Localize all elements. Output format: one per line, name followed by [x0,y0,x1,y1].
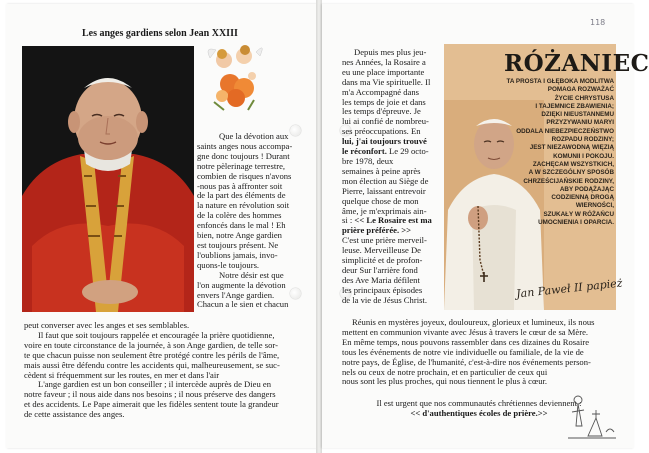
text-line: te que chacun puisse non seulement être protégé contre les périls de l'âme, [24,349,280,360]
text-line: eu une place importante [342,66,425,77]
marian-statue-sketch [566,392,618,440]
text-line: saints anges nous accompa- [197,140,293,151]
text-line: bre 1978, deux [342,155,394,166]
closing-line: Il est urgent que nos communautés chrétiennes deviennent : [376,398,582,408]
prayer-line: CHRZEŚCIJAŃSKIE RODZINY, [523,177,614,185]
text-line: les principaux épisodes [342,284,423,295]
prayer-line: WIERNOŚCI, [575,202,614,210]
text-line: Chacun a le sien et chacun [197,299,289,310]
prayer-line: ABY PODĄŻAJĄC [559,185,614,193]
text-line: notre pays, de Église, de l'humanité, c'est-à-dire nos événements person- [342,356,591,367]
text-line-bold: prière préférée. >> [342,225,412,236]
text-line: dans ma Vie spirituelle. Il [342,76,431,87]
bold-phrase: le réconfort. [342,146,387,157]
pope-john-xxiii-portrait [22,46,194,312]
angels-illustration [204,40,266,114]
text-line: quons-le toujours. [197,259,260,270]
text-line: C'est une prière merveil- [342,235,427,246]
text-line: En même temps, nous pouvons rassembler dans ces dizaines du Rosaire [342,336,590,347]
prayer-line: ŻYCIE CHRYSTUSA [554,94,614,102]
text-line: peut converser avec les anges et ses semblables. [24,320,190,330]
left-full-text [24,321,304,420]
text-line: les temps de joie et dans [342,96,426,107]
prayer-line: UMOCNIENIA I OPARCIA. [538,219,614,227]
text-line: nous sont les plus proches, qui nous tiennent le plus à cœur. [342,376,548,387]
prayer-line: CODZIENNĄ DROGĄ [551,194,614,202]
text-line: est toujours présent. Ne [197,239,279,250]
poster-heading: RÓŻANIEC [504,50,649,77]
text-line: lui ai confié de nombreu- [342,116,429,127]
text-span: si : [342,215,355,226]
text-line: quelque chose de mon [342,195,419,206]
text-line-bold: lui, j'ai toujours trouvé [342,136,427,147]
prayer-line: TA PROSTA I GŁĘBOKA MODLITWA [506,78,614,85]
prayer-line: KOMUNII I POKOJU. [553,152,614,160]
poster-signature: Jan Paweł II papież [515,276,624,301]
left-column-text [197,132,305,310]
text-line: gne donc toujours ! Durant [197,150,290,161]
text-line: l'on augmente la dévotion [197,279,286,290]
prayer-line: DZIĘKI NIEUSTANNEMU [541,111,614,119]
text-line: cèdent si fréquemment sur les routes, en mer et dans l'air [24,369,220,380]
text-line: Notre désir est que [219,269,284,280]
text-line: de cette assistance des anges. [24,409,125,420]
prayer-line: PRZYZYWANIU MARYI [546,119,614,127]
text-line: enfoncés dans le mal ! Eh [197,220,286,231]
text-line: la nature en révolution soit [197,200,290,211]
text-line: combien de risques n'avons [197,170,292,181]
text-line: leuse. Merveilleuse De [342,245,421,256]
text-line: mon élection au Siège de [342,175,429,186]
text-line: notre faveur ; il nous aide dans nos besoins ; il nous préserve des dangers [24,389,276,400]
page-title: Les anges gardiens selon Jean XXIII [82,28,238,39]
prayer-line: ROZPADU RODZINY; [551,136,614,144]
text-line: deur Sur l'arrière fond [342,264,418,275]
text-line: -nous pas à affronter soit [197,180,283,191]
text-line: ses préoccupations. En [342,126,421,137]
bold-phrase: << Le Rosaire est ma [354,215,432,226]
text-line: nels ou ceux de notre prochain, et en particulier de ceux qui [342,366,548,377]
text-line: Que la dévotion aux [219,131,289,141]
text-line: voire en toute circonstance de la journée, à son Ange gardien, de telle sor- [24,339,278,350]
text-line: les temps d'épreuve. Je [342,106,421,117]
text-line: notre pèlerinage terrestre, [197,160,286,171]
binder-hole [290,288,301,299]
closing-quote-bold: << d'authentiques écoles de prière.>> [410,408,548,418]
prayer-line: POMAGA ROZWAŻAĆ [547,86,614,94]
text-line: des Ave Maria défilent [342,274,420,285]
right-full-text [342,318,616,387]
text-line: Réunis en mystères joyeux, douloureux, glorieux et lumineux, ils nous [352,317,595,327]
prayer-line: A W SZCZEGÓLNY SPOSÓB [528,169,614,177]
text-line: mais aussi être défendu contre les accidents qui, malheureusement, se suc- [24,359,280,370]
text-line: de la vie de Jésus Christ. [342,294,427,305]
text-line: de la part des éléments de [197,190,286,201]
prayer-line: I TAJEMNICE ZBAWIENIA; [535,102,614,110]
text-line: tous les événements de notre vie individuelle ou familiale, de la vie de [342,346,584,357]
prayer-line: ZACHĘCAM WSZYSTKICH, [532,160,614,168]
text-line: et des accidents. Le Pape aimerait que les fidèles sentent toute la grandeur [24,399,279,410]
text-line: m'a Accompagné dans [342,86,419,97]
text-line: L'ange gardien est un bon conseiller ; il intercède auprès de Dieu en [38,379,272,390]
text-line: mettent en communion vivante avec Jésus à travers le cœur de sa Mère. [342,326,589,337]
text-line: de la colère des hommes [197,210,282,221]
text-line: nes Années, la Rosaire a [342,56,426,67]
text-line: envers l'Ange gardien. [197,289,275,300]
binder-hole [290,125,301,136]
text-line: bien, notre Ange gardien [197,230,282,241]
right-column-text [342,48,440,306]
text-line: semaines à peine après [342,165,421,176]
rosary-poster [444,44,649,310]
poster-prayer-text [502,78,614,227]
page-number: 118 [590,18,606,27]
portrait-image [22,46,194,312]
prayer-line: SZUKAŁY W RÓŻAŃCU [543,210,614,218]
text-line: simplicité et de profon- [342,255,423,266]
text-line: Pierre, laissant entrevoir [342,185,426,196]
text-line: l'oublions jamais, invo- [197,249,278,260]
text-line: Il faut que soit toujours rappelée et encouragée la prière quotidienne, [38,329,275,340]
prayer-line: JEST NIEZAWODNĄ WIĘZIĄ [529,144,614,152]
text-line: Depuis mes plus jeu- [354,47,427,57]
text-span: Le 29 octo- [386,146,429,157]
text-line: âme, je m'exprimais ain- [342,205,427,216]
prayer-line: ODDALA NIEBEZPIECZEŃSTWO [516,127,614,135]
